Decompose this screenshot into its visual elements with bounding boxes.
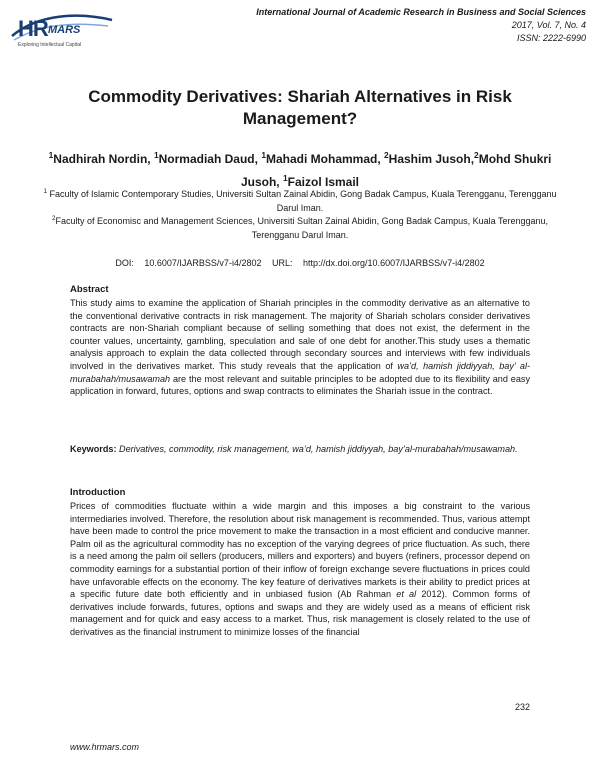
affiliation-text: Faculty of Islamic Contemporary Studies, Universiti Sultan Zainal Abidin, Gong Badak Campus, Kuala Terengganu, Terengganu Darul Iman. [49,189,557,213]
journal-volume: 2017, Vol. 7, No. 4 [511,20,586,30]
logo-tagline: Exploring Intellectual Capital [18,42,82,48]
keywords-text: Derivatives, commodity, risk management, wa’d, hamish jiddiyyah, bay’al-murabahah/musawamah. [119,444,518,454]
author-name: Nadhirah Nordin, [53,152,154,166]
logo-text-mars: MARS [48,24,81,36]
website-link[interactable]: www.hrmars.com [70,742,140,752]
page-number: 232 [514,702,530,712]
affiliation-2 [40,212,560,242]
keywords [70,443,530,456]
author-sup: 1 [261,150,266,160]
abstract-text-italic: wa’d, hamish jiddiyyah, bay’ al-murabahah/musawamah [70,360,530,384]
journal-name: International Journal of Academic Research in Business and Social Sciences [256,7,586,17]
introduction-text-italic: et al [396,589,417,600]
affiliation-1 [40,185,560,215]
introduction-text [70,500,530,639]
introduction-text-part2: 2012). Common forms of derivatives include forwards, futures, options and swaps and they are widely used as a means of efficient risk management and for quick and easy access to a market. Thus, risk management is closely related to the use of derivatives as the financial instrument to minimize losses of the financial [70,589,530,637]
introduction-heading: Introduction [70,487,126,498]
abstract-heading: Abstract [70,284,109,295]
author-name: Faizol Ismail [287,175,360,189]
affiliation-text: Faculty of Economisc and Management Sciences, Universiti Sultan Zainal Abidin, Gong Badak Campus, Kuala Terengganu, Terengganu Darul Iman. [55,216,549,240]
author-sup: 2 [474,150,479,160]
abstract-text-part1: This study aims to examine the application of Shariah principles in the commodity derivative as an alternative to the conventional derivative contracts in risk management. The majority of Shariah scholars consider derivatives contracts are non-Shariah compliant because of selling something that does not exist, the deferment in the counter values, uncertainty, gambling, speculation and sale of one debt for another.This study uses a thematic analysis approach to explain the data collected through secondary sources and interviews with few individuals involved in the derivatives market. This study reveals that the application of [70,298,530,371]
author-name: Mohd Shukri Jusoh, [240,152,552,189]
affiliation-sup: 2 [51,215,56,222]
author-name: Normadiah Daud, [158,152,262,166]
paper-title [40,86,560,130]
journal-issn: ISSN: 2222-6990 [516,33,586,43]
abstract-text [70,297,530,398]
affiliation-sup: 1 [43,188,48,195]
url-link[interactable]: http://dx.doi.org/10.6007/IJARBSS/v7-i4/2802 [303,258,485,268]
url-label: URL: [271,258,293,268]
abstract-text-part2: are the most relevant and suitable principles to be adopted due to its flexibility and easy application in forward, futures, options and swap contracts to eliminates the Shariah issue in the contract. [70,373,530,397]
author-sup: 1 [153,150,159,160]
journal-info [256,6,586,45]
author-sup: 1 [282,173,288,183]
doi-value[interactable]: 10.6007/IJARBSS/v7-i4/2802 [144,258,262,268]
doi-line [40,258,560,268]
logo-text-hr: HR [18,16,48,41]
doi-label: DOI: [115,258,134,268]
paper-title-line2: Management? [242,109,358,128]
paper-title-line1: Commodity Derivatives: Shariah Alternatives in Risk [88,87,512,106]
author-sup: 2 [384,150,389,160]
hrmars-logo [8,10,118,56]
keywords-label: Keywords: [70,444,117,454]
author-sup: 1 [48,150,54,160]
author-name: Mahadi Mohammad, [265,152,384,166]
introduction-text-part1: Prices of commodities fluctuate within a wide margin and this imposes a big constraint to the various intermediaries involved. Therefore, the resolution about risk management is recommended. Thus, various attempt have been made to control the price movement to make the transaction in a most efficient and conducive manner. Palm oil as the agricultural commodity has no exception of the varying degrees of price fluctuation. As such, there is a need among the palm oil sellers (producers, millers and exporters) and buyers (refiners, processor depend on commodity earnings for a substantial portion of their inflow of foreign exchange severe fluctuations in prices could have unfavorable effects on the economy. The key feature of derivatives markets is their ability to predict prices at a specific future date both efficiently and in unbiased fusion (Ab Rahman [70,501,530,600]
author-name: Hashim Jusoh, [388,152,475,166]
